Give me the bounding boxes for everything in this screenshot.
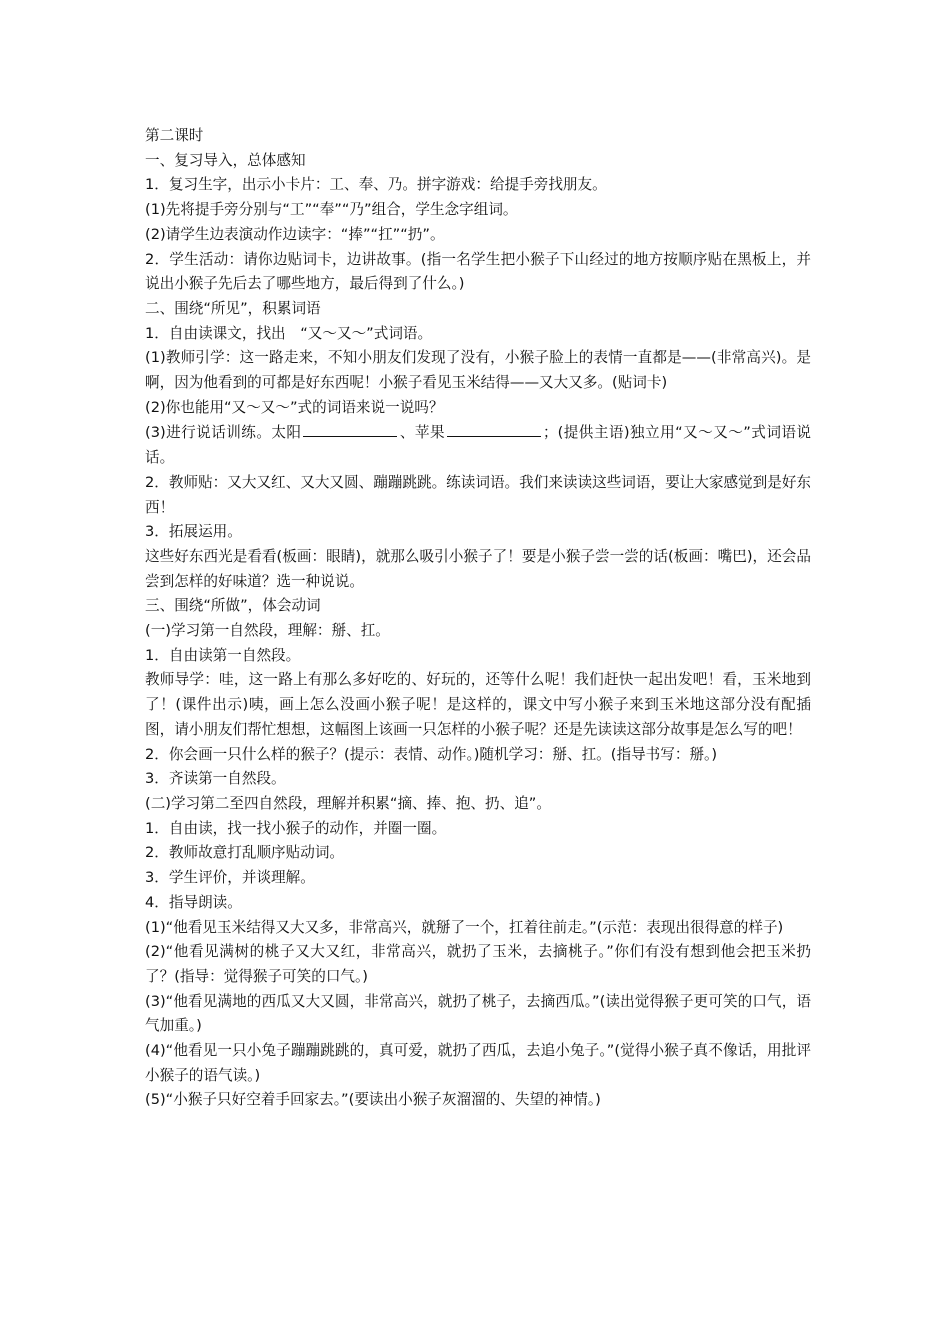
fill-in-paragraph — [145, 420, 811, 470]
fill-in-blank — [447, 420, 541, 437]
paragraph: (1)先将提手旁分别与“工”“奉”“乃”组合，学生念字组词。 — [145, 201, 518, 219]
paragraph: (5)“小猴子只好空着手回家去。”(要读出小猴子灰溜溜的、失望的神情。) — [145, 1091, 601, 1109]
paragraph: 3．齐读第一自然段。 — [145, 770, 286, 788]
paragraph: (2)“他看见满树的桃子又大又红，非常高兴，就扔了玉米，去摘桃子。”你们有没有想到他会把玉米扔了？(指导：觉得猴子可笑的口气。) — [145, 943, 811, 985]
paragraph: 教师导学：哇，这一路上有那么多好吃的、好玩的，还等什么呢！我们赶快一起出发吧！看，玉米地到了！(课件出示)咦，画上怎么没画小猴子呢！是这样的，课文中写小猴子来到玉米地这部分没有配插图，请小朋友们帮忙想想，这幅图上该画一只怎样的小猴子呢？还是先读读这部分故事是怎么写的吧！ — [145, 671, 811, 738]
paragraph: (4)“他看见一只小兔子蹦蹦跳跳的，真可爱，就扔了西瓜，去追小兔子。”(觉得小猴子真不像话，用批评小猴子的语气读。) — [145, 1042, 811, 1084]
paragraph: 4．指导朗读。 — [145, 893, 242, 911]
paragraph: 2．你会画一只什么样的猴子？(提示：表情、动作。)随机学习：掰、扛。(指导书写：掰。) — [145, 745, 718, 763]
lesson-plan-body — [145, 124, 811, 1113]
subsection-heading: (一)学习第一自然段，理解：掰、扛。 — [145, 622, 390, 640]
paragraph: 1．自由读第一自然段。 — [145, 646, 301, 664]
section-heading: 一、复习导入，总体感知 — [145, 151, 306, 169]
section-heading: 三、围绕“所做”，体会动词 — [145, 597, 321, 615]
paragraph: 1．自由读，找一找小猴子的动作，并圈一圈。 — [145, 819, 447, 837]
paragraph: (3)“他看见满地的西瓜又大又圆，非常高兴，就扔了桃子，去摘西瓜。”(读出觉得猴子更可笑的口气，语气加重。) — [145, 992, 811, 1035]
paragraph: 1．复习生字，出示小卡片：工、奉、乃。拼字游戏：给提手旁找朋友。 — [145, 176, 607, 194]
paragraph: 这些好东西光是看看(板画：眼睛)，就那么吸引小猴子了！要是小猴子尝一尝的话(板画：嘴巴)，还会品尝到怎样的好味道？选一种说说。 — [145, 547, 811, 590]
fill-in-text: 、苹果 — [399, 424, 446, 442]
fill-in-blank — [303, 420, 397, 437]
fill-in-text: ；(提供主语)独立用“又～又～”式词语说话。 — [145, 424, 811, 467]
section-heading: 二、围绕“所见”，积累词语 — [145, 299, 321, 317]
paragraph: 2．学生活动：请你边贴词卡，边讲故事。(指一名学生把小猴子下山经过的地方按顺序贴在黑板上，并说出小猴子先后去了哪些地方，最后得到了什么。) — [145, 250, 811, 293]
paragraph: 2．教师贴：又大又红、又大又圆、蹦蹦跳跳。练读词语。我们来读读这些词语，要让大家感觉到是好东西！ — [145, 473, 812, 516]
lesson-heading: 第二课时 — [145, 127, 204, 144]
fill-in-text: (3)进行说话训练。太阳 — [145, 424, 302, 442]
paragraph: 1．自由读课文，找出 “又～又～”式词语。 — [145, 324, 433, 342]
paragraph: (2)请学生边表演动作边读字：“捧”“扛”“扔”。 — [145, 225, 445, 243]
paragraph: 3．拓展运用。 — [145, 523, 242, 541]
paragraph: (1)“他看见玉米结得又大又多，非常高兴，就掰了一个，扛着往前走。”(示范：表现出很得意的样子) — [145, 918, 784, 936]
paragraph: (1)教师引学：这一路走来，不知小朋友们发现了没有，小猴子脸上的表情一直都是——(非常高兴)。是啊，因为他看到的可都是好东西呢！小猴子看见玉米结得——又大又多。(贴词卡) — [145, 349, 811, 392]
subsection-heading: (二)学习第二至四自然段，理解并积累“摘、捧、抱、扔、追”。 — [145, 794, 551, 812]
paragraph: 3．学生评价，并谈理解。 — [145, 869, 315, 887]
paragraph: 2．教师故意打乱顺序贴动词。 — [145, 844, 345, 862]
paragraph: (2)你也能用“又～又～”式的词语来说一说吗？ — [145, 398, 444, 416]
